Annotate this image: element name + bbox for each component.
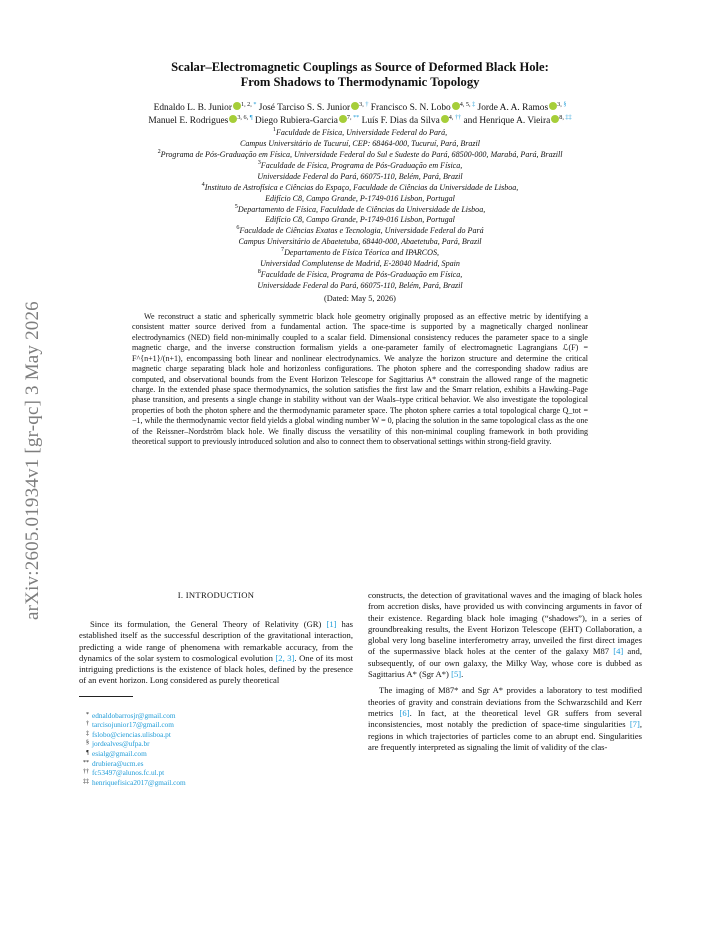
author-name: Jorde A. A. Ramos — [477, 103, 549, 113]
author-footnote-link[interactable]: † — [365, 101, 369, 108]
citation-link[interactable]: [5] — [451, 669, 462, 680]
paragraph-text: . In fact, at the theoretical level GR suffers from several inconsistencies, most notably the prediction of space-time singularities — [368, 707, 642, 730]
author-affil-sup: 3, 6, — [237, 113, 250, 121]
paragraph-text: . One of its most intriguing predictions is the existence of black holes, defined by the presence of an event horizon. Long considered as purely theoretical — [79, 652, 353, 686]
title-line-1: Scalar–Electromagnetic Couplings as Source of Deformed Black Hole: — [171, 60, 549, 74]
affiliation-text: Campus Universitário de Abaetetuba, 68440-000, Abaetetuba, Pará, Brazil — [238, 237, 482, 247]
footnote-item — [79, 739, 353, 749]
footnote-item — [79, 711, 353, 721]
left-column — [79, 590, 353, 787]
email-link[interactable]: jordealves@ufpa.br — [92, 739, 150, 749]
affiliation-text: Campus Universitário de Tucuruí, CEP: 68464-000, Tucuruí, Pará, Brazil — [239, 139, 481, 149]
footnote-item — [79, 720, 353, 730]
affiliation-line — [62, 226, 658, 237]
paragraph-text: and, subsequently, of our own galaxy, the Milky Way, whose core is dubbed as Sagittarius A* (Sgr A*) — [368, 646, 642, 680]
email-link[interactable]: fc53497@alunos.fc.ul.pt — [92, 768, 165, 778]
affiliation-number: 7 — [280, 246, 285, 254]
affiliation-text: Universidade Federal do Pará, 66075-110, Belém, Pará, Brazil — [257, 280, 463, 290]
footnote-symbol: ¶ — [86, 749, 89, 756]
author-footnote-link[interactable]: * — [253, 101, 257, 108]
author-affil-sup: 8, — [559, 113, 566, 121]
footnote-symbol: § — [86, 740, 89, 747]
affiliation-text: Instituto de Astrofísica e Ciências do Espaço, Faculdade de Ciências da Universidade de Lisboa, — [204, 182, 519, 192]
author-footnote-link[interactable]: ** — [353, 113, 360, 121]
footnote-divider — [79, 696, 133, 697]
author-affil-sup: 3, — [359, 101, 366, 108]
affiliation-text: Faculdade de Ciências Exatas e Tecnologia, Universidade Federal do Pará — [239, 226, 484, 236]
author-line-2 — [62, 115, 658, 128]
orcid-icon[interactable] — [351, 102, 359, 110]
affiliation-list — [62, 128, 658, 292]
author-list — [62, 102, 658, 127]
affiliation-line — [62, 237, 658, 248]
affiliation-text: Faculdade de Física, Programa de Pós-Graduação em Física, — [260, 269, 463, 279]
affiliation-line — [62, 158, 658, 172]
affiliation-line — [62, 281, 658, 292]
author-affil-sup: 4, 5, — [459, 101, 473, 108]
and-word: and — [463, 115, 478, 126]
footnote-symbol: †† — [83, 769, 89, 776]
author-affil-sup: 3, — [557, 101, 564, 108]
citation-link[interactable]: [7] — [629, 719, 640, 730]
footnote-symbol: ‡ — [86, 730, 89, 737]
citation-link[interactable]: [6] — [399, 707, 410, 718]
orcid-icon[interactable] — [441, 115, 449, 123]
footnote-symbol: ‡‡ — [83, 778, 89, 785]
intro-paragraph-1 — [79, 619, 353, 687]
section-heading-introduction: I. INTRODUCTION — [177, 590, 255, 600]
affiliation-line — [62, 180, 658, 194]
orcid-icon[interactable] — [233, 102, 241, 110]
affiliation-line — [62, 267, 658, 281]
orcid-icon[interactable] — [452, 102, 460, 110]
footnote-symbol: † — [86, 721, 89, 728]
author-footnote-link[interactable]: †† — [454, 113, 462, 121]
paragraph-text: Since its formulation, the General Theory of Relativity (GR) — [90, 619, 327, 629]
paragraph-text: constructs, the detection of gravitational waves and the imaging of black holes from accretion disks, have provided us with convincing arguments in favor of their existence. Regarding black hole imaging (“shadows”), in a series of groundbreaking results, the Event Horizon Telescope (EHT) Collaboration, a global very long baseline interferometry array, unveiled the first direct images of the supermassive black holes at the center of the galaxy M87 — [368, 590, 642, 657]
citation-link[interactable]: [4] — [613, 646, 624, 657]
intro-paragraph-2 — [368, 685, 642, 753]
affiliation-text: Universidad Complutense de Madrid, E-28040 Madrid, Spain — [260, 259, 460, 269]
email-link[interactable]: fslobo@ciencias.ulisboa.pt — [92, 729, 171, 739]
footnote-item — [79, 768, 353, 778]
affiliation-number: 1 — [272, 126, 276, 134]
affiliation-text: Faculdade de Física, Universidade Federal do Pará, — [275, 128, 448, 138]
footnote-item — [79, 749, 353, 759]
author-footnote-link[interactable]: ¶ — [249, 113, 253, 121]
footnote-item — [79, 778, 353, 788]
author-affil-sup: 7, — [346, 113, 354, 121]
paragraph-text: has established itself as the successful description of the gravitational interaction, predicting a wide range of phenomena with remarkable accuracy, from the dynamics of the solar system to cosmological evolution — [79, 619, 353, 663]
affiliation-number: 2 — [157, 148, 161, 155]
footnote-item — [79, 759, 353, 769]
paragraph-text: The imaging of M87* and Sgr A* provides a laboratory to test modified theories of gravity and constrain deviations from the Schwarzschild and Kerr metrics — [368, 685, 642, 718]
affiliation-number: 4 — [201, 180, 205, 188]
author-name: Diego Rubiera-Garcia — [254, 115, 338, 126]
affiliation-line — [62, 150, 658, 161]
affiliation-text: Departamento de Física, Faculdade de Ciências da Universidade de Lisboa, — [237, 204, 486, 214]
author-name: Ednaldo L. B. Junior — [153, 103, 232, 113]
affiliation-line — [62, 194, 658, 205]
intro-paragraph-1-continued — [368, 590, 642, 680]
dated-line: (Dated: May 5, 2026) — [324, 293, 396, 303]
affiliation-line — [62, 128, 658, 139]
affiliation-text: Edifício C8, Campo Grande, P-1749-016 Lisbon, Portugal — [265, 193, 455, 203]
citation-link[interactable]: [2, 3] — [275, 652, 295, 663]
footnote-symbol: * — [86, 711, 89, 718]
paper-page — [62, 60, 658, 787]
footnote-item — [79, 730, 353, 740]
email-link[interactable]: drubiera@ucm.es — [92, 758, 144, 768]
orcid-icon[interactable] — [549, 102, 557, 110]
affiliation-line — [62, 202, 658, 216]
author-affil-sup: 1, 2, — [240, 101, 254, 108]
affiliation-number: 3 — [257, 158, 261, 166]
affiliation-line — [62, 139, 658, 150]
citation-link[interactable]: [1] — [326, 619, 337, 629]
author-name: Luís F. Dias da Silva — [361, 115, 440, 126]
paragraph-text: . — [461, 669, 464, 680]
affiliation-text: Programa de Pós-Graduação em Física, Universidade Federal do Sul e Sudeste do Pará, 68500-000, Marabá, Pará, Brazill — [160, 150, 563, 159]
affiliation-line — [62, 248, 658, 259]
paper-title — [62, 60, 658, 90]
email-link[interactable]: esialg@gmail.com — [92, 748, 147, 758]
author-footnote-link[interactable]: § — [563, 101, 567, 108]
affiliation-text: Edifício C8, Campo Grande, P-1749-016 Lisbon, Portugal — [265, 215, 455, 225]
author-footnote-link[interactable]: ‡ — [472, 101, 476, 108]
affiliation-line — [62, 215, 658, 226]
affiliation-number: 8 — [257, 267, 261, 275]
email-link[interactable]: henriquefisica2017@gmail.com — [92, 777, 186, 787]
author-name: Manuel E. Rodrigues — [148, 115, 229, 126]
title-line-2: From Shadows to Thermodynamic Topology — [240, 75, 480, 89]
affiliation-text: Departamento de Física Téorica and IPARCOS, — [284, 248, 440, 258]
affiliation-text: Faculdade de Física, Programa de Pós-Graduação em Física, — [260, 160, 463, 170]
footnote-list — [79, 711, 353, 787]
author-name: Francisco S. N. Lobo — [370, 103, 451, 113]
affiliation-line — [62, 172, 658, 183]
author-affil-sup: 4, — [448, 113, 455, 121]
author-name: José Tarciso S. S. Junior — [258, 103, 351, 113]
orcid-icon[interactable] — [339, 115, 347, 123]
footnote-symbol: ** — [83, 759, 89, 766]
abstract: We reconstruct a static and spherically symmetric black hole geometry originally proposed as an effective metric by identifying a consistent matter source derived from a fundamental action. The space-time is supported by a magnetically charged nonlinear electrodynamics (NED) field non-minimally coupled to a scalar field. Dimensional consistency reduces the parameter space to a single magnetic charge, and the inverse construction formalism yields a one-parameter family of electromagnetic Lagrangians ℒ(F) = F^{n+1}/(n+1), encompassing both linear and nonlinear electrodynamics. We analyze the horizon structure and determine the critical magnetic charge separating black hole and horizonless configurations. The photon sphere and the corresponding shadow radius are computed, and observational bounds from the Event Horizon Telescope for Sagittarius A* constrain the allowed range of the magnetic charge. In the extended phase space thermodynamics, the solution satisfies the first law and the Smarr relation, exhibits a Hawking–Page phase transition, and presents a single change in stability without van der Waals–type critical behavior. We also investigate the topological properties of both the photon sphere and the thermodynamic parameter space. The photon sphere carries a total topological charge Q_tot = −1, while the thermodynamic vector field yields a global winding number W = 0, placing the solution in the same topological class as the one of the Reissner–Nordström black hole. We finally discuss the versatility of this non-minimal coupling framework in both providing theoretical support to previously introduced solution and also to connect them to observational settings within strong-field gravity. — [132, 311, 588, 447]
author-footnote-link[interactable]: ‡‡ — [565, 113, 572, 121]
email-link[interactable]: tarcisojunior17@gmail.com — [92, 720, 174, 730]
paragraph-text: , regions in which trajectories of particles come to an abrupt end. Singularities are frequently interpreted as signaling the limit of validity of the clas- — [368, 719, 642, 752]
author-name: Henrique A. Vieira — [479, 115, 551, 126]
affiliation-number: 6 — [236, 224, 240, 232]
affiliation-number: 5 — [234, 202, 238, 210]
arxiv-identifier-stamp: arXiv:2605.01934v1 [gr-qc] 3 May 2026 — [22, 301, 43, 620]
right-column — [368, 590, 642, 753]
affiliation-text: Universidade Federal do Pará, 66075-110, Belém, Pará, Brazil — [257, 171, 463, 181]
affiliation-line — [62, 259, 658, 270]
email-link[interactable]: ednaldobarrosjr@gmail.com — [92, 710, 176, 720]
